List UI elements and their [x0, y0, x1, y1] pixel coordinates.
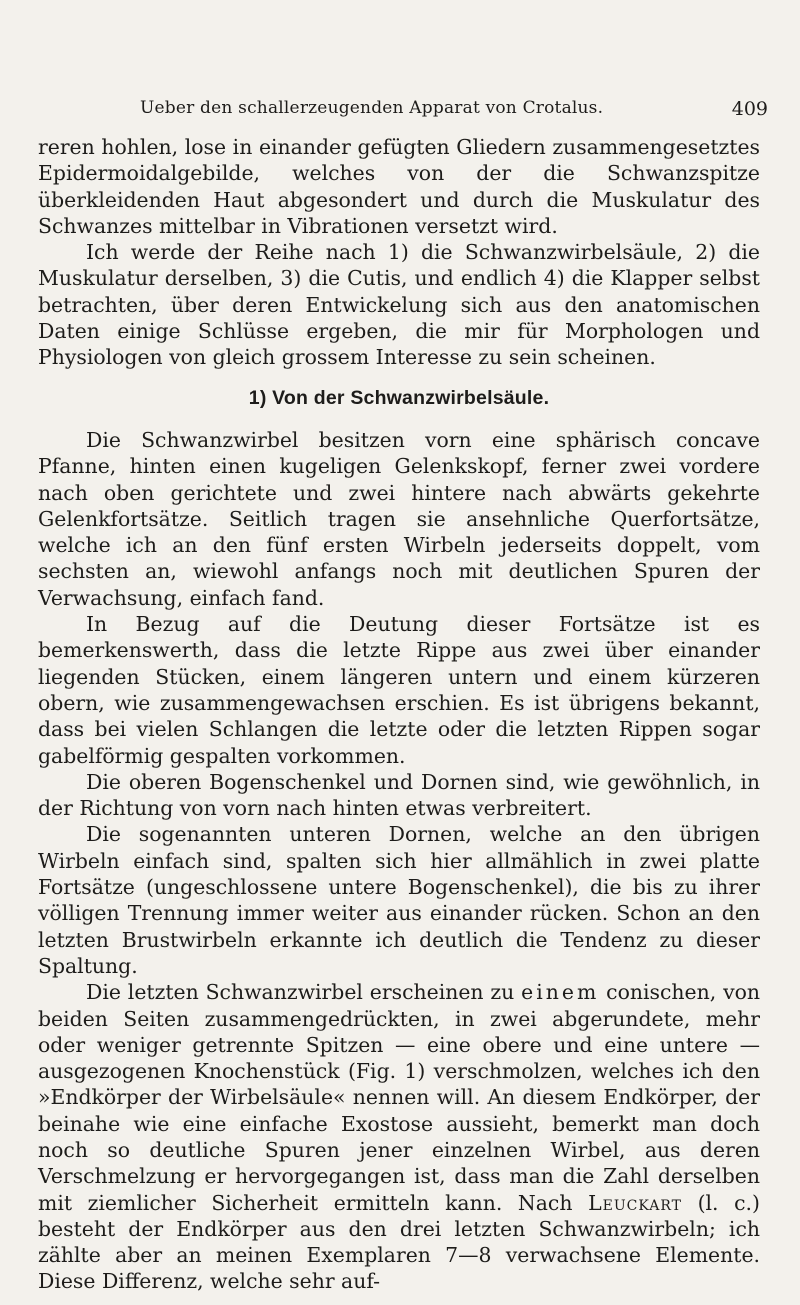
page-number: 409	[731, 98, 768, 120]
text-segment: conischen, von beiden Seiten zusammengedrückten, in zwei abgerundete, mehr oder weniger getrennte Spitzen — eine obere und eine untere — ausgezogenen Knochenstück (Fig. 1) verschmolzen, welches ich den »Endkörper der Wirbelsäule« nennen will. An diesem Endkörper, der beinahe wie eine einfache Exostose aussieht, bemerkt man doch noch so deutliche Spuren jener einzelnen Wirbel, aus deren Verschmelzung er hervorgegangen ist, dass man die Zahl derselben mit ziemlicher Sicherheit ermitteln kann. Nach	[38, 980, 760, 1215]
emphasized-word: einem	[521, 980, 600, 1005]
paragraph: Ich werde der Reihe nach 1) die Schwanzwirbelsäule, 2) die Muskulatur derselben, 3) die Cutis, und endlich 4) die Klapper selbst betrachten, über deren Entwickelung sich aus den anatomischen Daten einige Schlüsse ergeben, die mir für Morphologen und Physiologen von gleich grossem Interesse zu sein scheinen.	[38, 240, 760, 370]
paragraph: In Bezug auf die Deutung dieser Fortsätze ist es bemerkenswerth, dass die letzte Rippe aus zwei über einander liegenden Stücken, einem längeren untern und einem kürzeren obern, wie zusammengewachsen erschien. Es ist übrigens bekannt, dass bei vielen Schlangen die letzte oder die letzten Rippen sogar gabelförmig gespalten vorkommen.	[38, 612, 760, 768]
running-head	[90, 98, 768, 122]
body-text	[38, 134, 760, 1295]
section-heading: 1) Von der Schwanzwirbelsäule.	[248, 386, 550, 409]
text-segment: Die letzten Schwanzwirbel erscheinen zu	[86, 980, 522, 1005]
author-name: Leuckart	[588, 1190, 682, 1215]
text-segment: (l. c.) besteht der Endkörper aus den drei letzten Schwanzwirbeln; ich zählte aber an meinen Exemplaren 7—8 verwachsene Elemente. Diese Differenz, welche sehr auf-	[38, 1190, 760, 1294]
running-title: Ueber den schallerzeugenden Apparat von Crotalus.	[140, 98, 604, 118]
paragraph: Die oberen Bogenschenkel und Dornen sind, wie gewöhnlich, in der Richtung von vorn nach hinten etwas verbreitert.	[38, 769, 760, 821]
paragraph: Die sogenannten unteren Dornen, welche an den übrigen Wirbeln einfach sind, spalten sich hier allmählich in zwei platte Fortsätze (ungeschlossene untere Bogenschenkel), die bis zu ihrer völligen Trennung immer weiter aus einander rücken. Schon an den letzten Brustwirbeln erkannte ich deutlich die Tendenz zu dieser Spaltung.	[38, 822, 760, 978]
paragraph: Die Schwanzwirbel besitzen vorn eine sphärisch concave Pfanne, hinten einen kugeligen Gelenkskopf, ferner zwei vordere nach oben gerichtete und zwei hintere nach abwärts gekehrte Gelenkfortsätze. Seitlich tragen sie ansehnliche Querfortsätze, welche ich an den fünf ersten Wirbeln jederseits doppelt, vom sechsten an, wiewohl anfangs noch mit deutlichen Spuren der Verwachsung, einfach fand.	[38, 427, 760, 610]
paragraph: reren hohlen, lose in einander gefügten Gliedern zusammengesetztes Epidermoidalgebilde, welches von der die Schwanzspitze überkleidenden Haut abgesondert und durch die Muskulatur des Schwanzes mittelbar in Vibrationen versetzt wird.	[38, 135, 760, 238]
paragraph-endkoerper	[38, 979, 760, 1295]
